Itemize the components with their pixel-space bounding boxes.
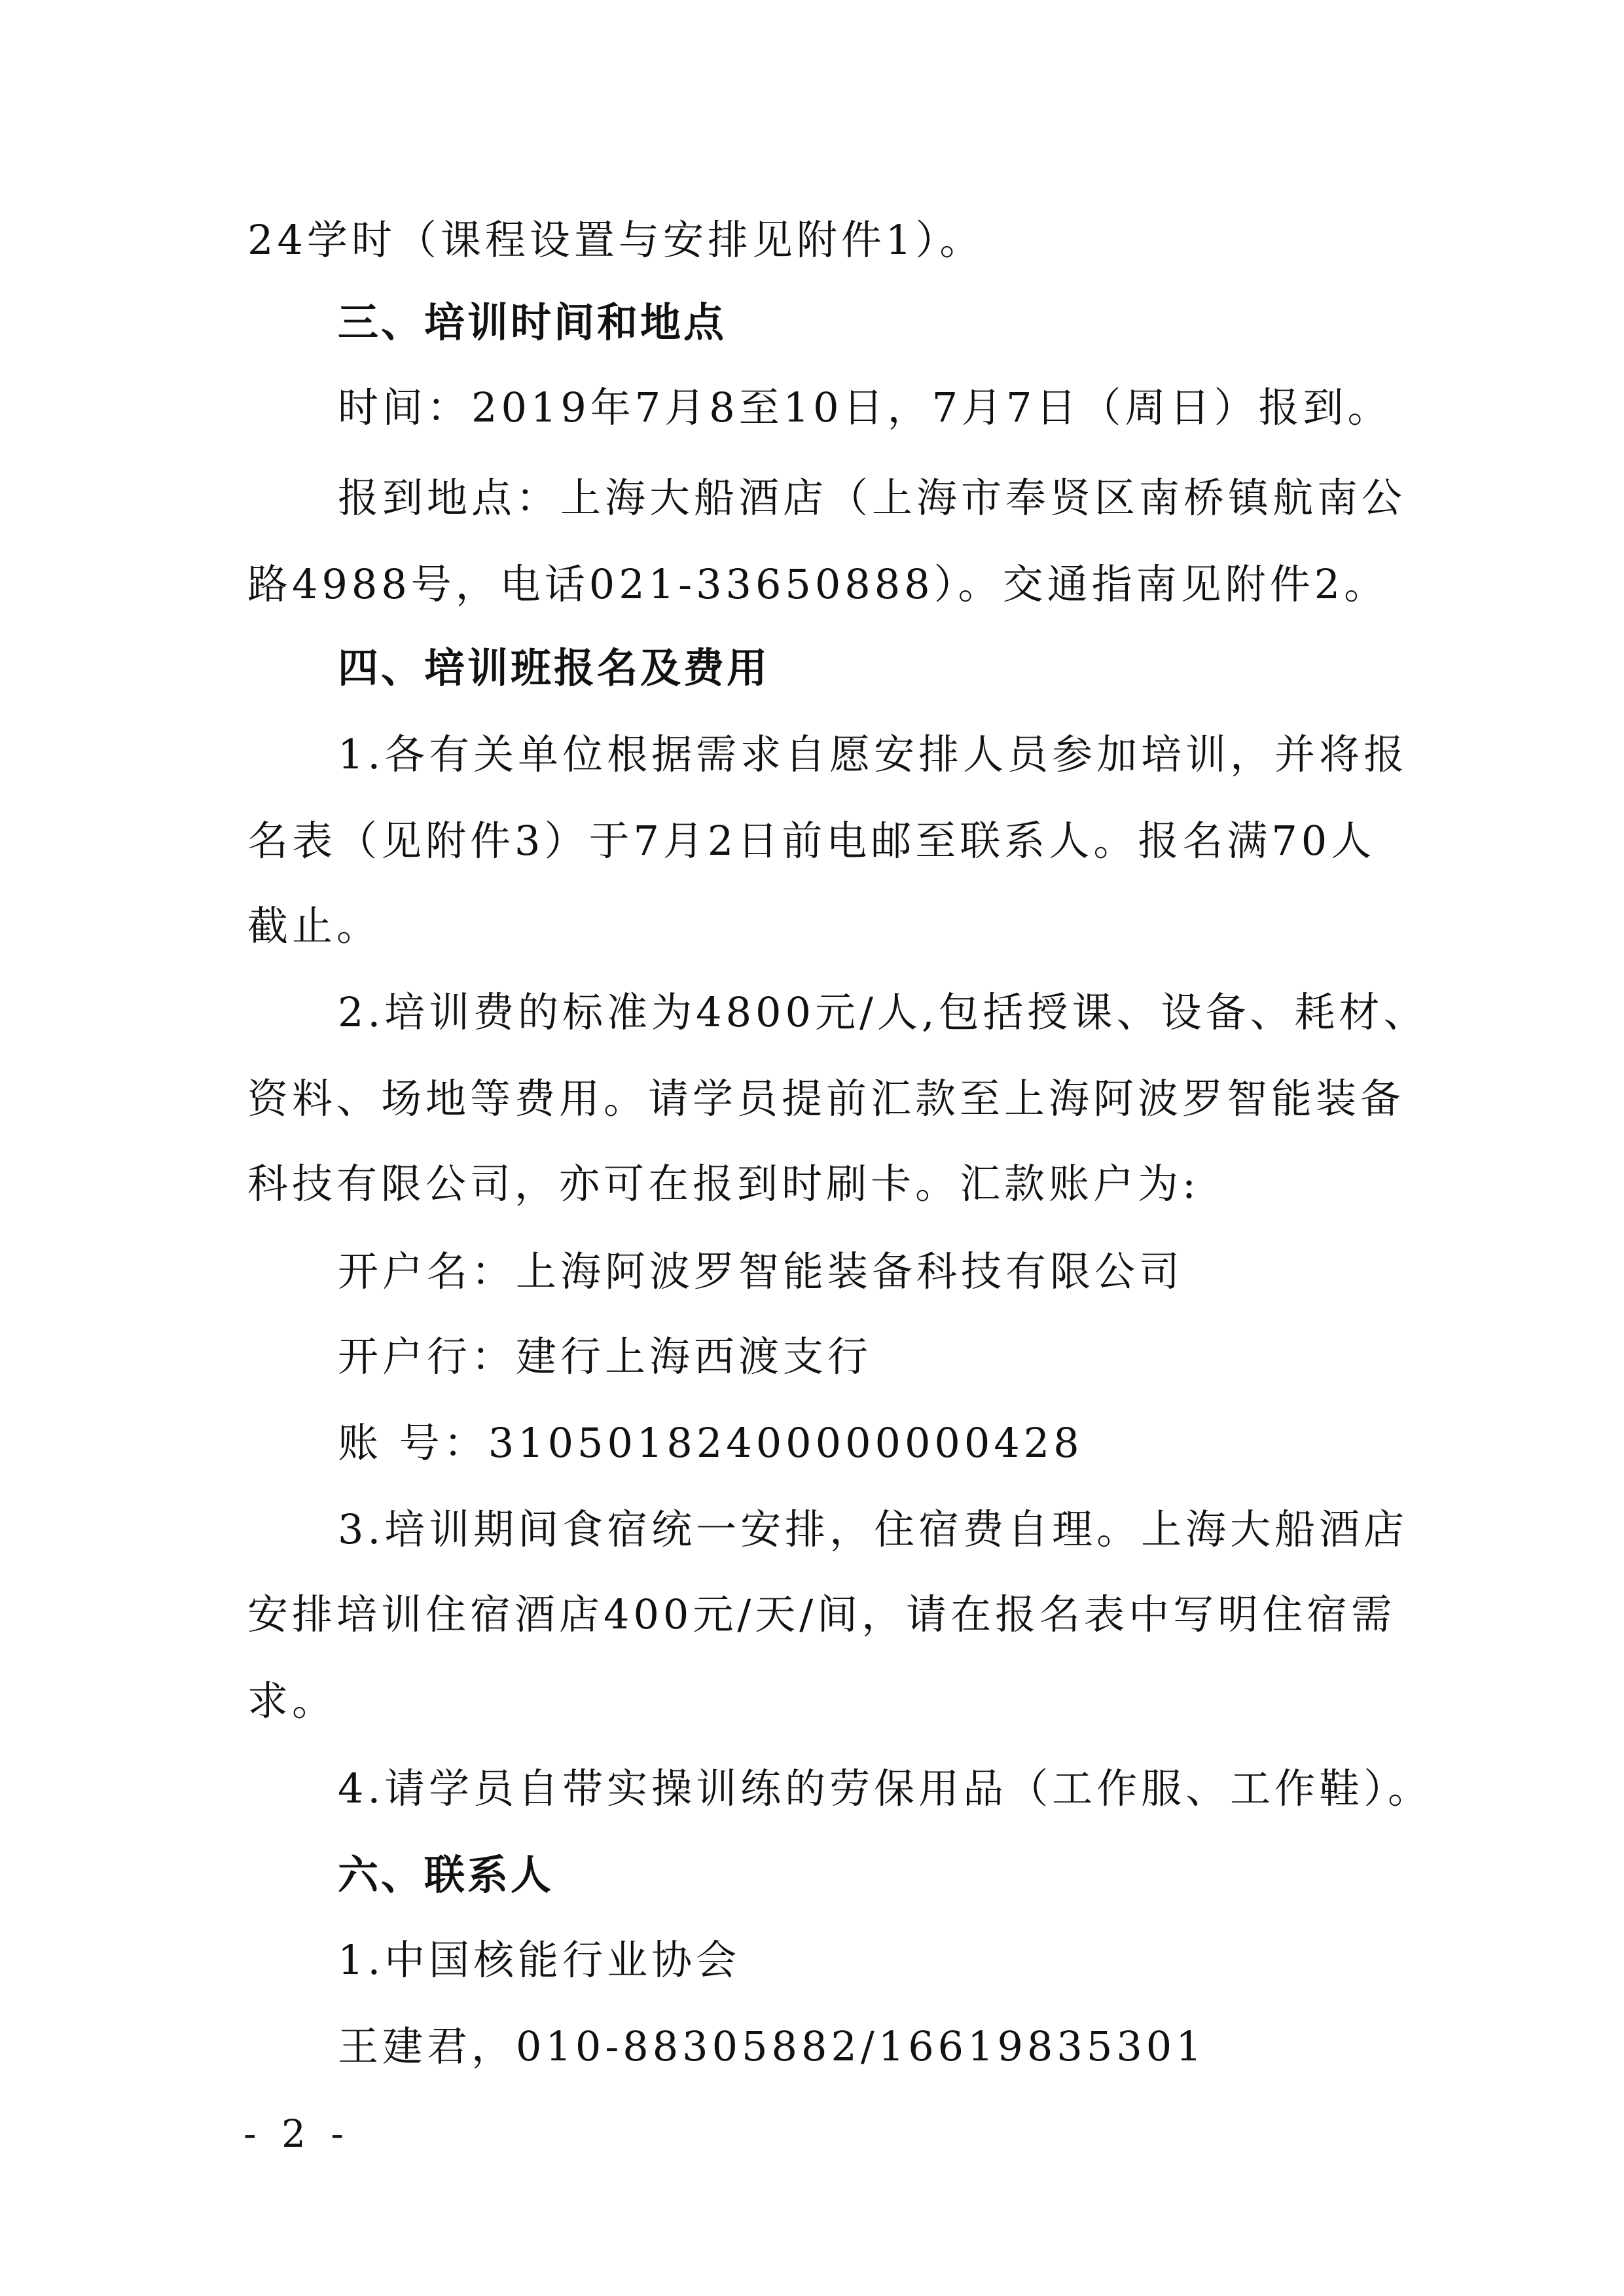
text-line-item2-1: 2.培训费的标准为4800元/人,包括授课、设备、耗材、 [338, 988, 1428, 1036]
account-name-line: 开户名：上海阿波罗智能装备科技有限公司 [338, 1247, 1184, 1295]
text-line-item1-3: 截止。 [247, 902, 382, 950]
text-line-item3-3: 求。 [247, 1677, 337, 1725]
text-line-item3-2: 安排培训住宿酒店400元/天/间，请在报名表中写明住宿需 [247, 1590, 1396, 1638]
text-line-item4: 4.请学员自带实操训练的劳保用品（工作服、工作鞋）。 [338, 1765, 1433, 1812]
account-bank-line: 开户行：建行上海西渡支行 [338, 1333, 873, 1380]
text-line-item2-2: 资料、场地等费用。请学员提前汇款至上海阿波罗智能装备 [247, 1075, 1405, 1122]
contact-org-line: 1.中国核能行业协会 [338, 1936, 741, 1984]
page-number: - 2 - [244, 2111, 350, 2156]
section-heading-6: 六、联系人 [338, 1851, 554, 1899]
text-line-item2-3: 科技有限公司，亦可在报到时刷卡。汇款账户为: [247, 1160, 1200, 1208]
text-line-item3-1: 3.培训期间食宿统一安排，住宿费自理。上海大船酒店 [338, 1505, 1409, 1553]
text-line-training-time: 时间：2019年7月8至10日，7月7日（周日）报到。 [338, 384, 1392, 431]
text-line-1: 24学时（课程设置与安排见附件1）。 [247, 216, 984, 264]
account-number-line: 账 号：31050182400000000428 [338, 1419, 1083, 1467]
text-line-location-2: 路4988号，电话021-33650888）。交通指南见附件2。 [247, 560, 1389, 608]
contact-person-line: 王建君，010-88305882/16619835301 [338, 2022, 1206, 2070]
text-line-item1-1: 1.各有关单位根据需求自愿安排人员参加培训，并将报 [338, 730, 1409, 778]
section-heading-4: 四、培训班报名及费用 [338, 644, 770, 692]
section-heading-3: 三、培训时间和地点 [338, 298, 727, 346]
text-line-location-1: 报到地点：上海大船酒店（上海市奉贤区南桥镇航南公 [338, 474, 1407, 522]
text-line-item1-2: 名表（见附件3）于7月2日前电邮至联系人。报名满70人 [247, 817, 1376, 865]
